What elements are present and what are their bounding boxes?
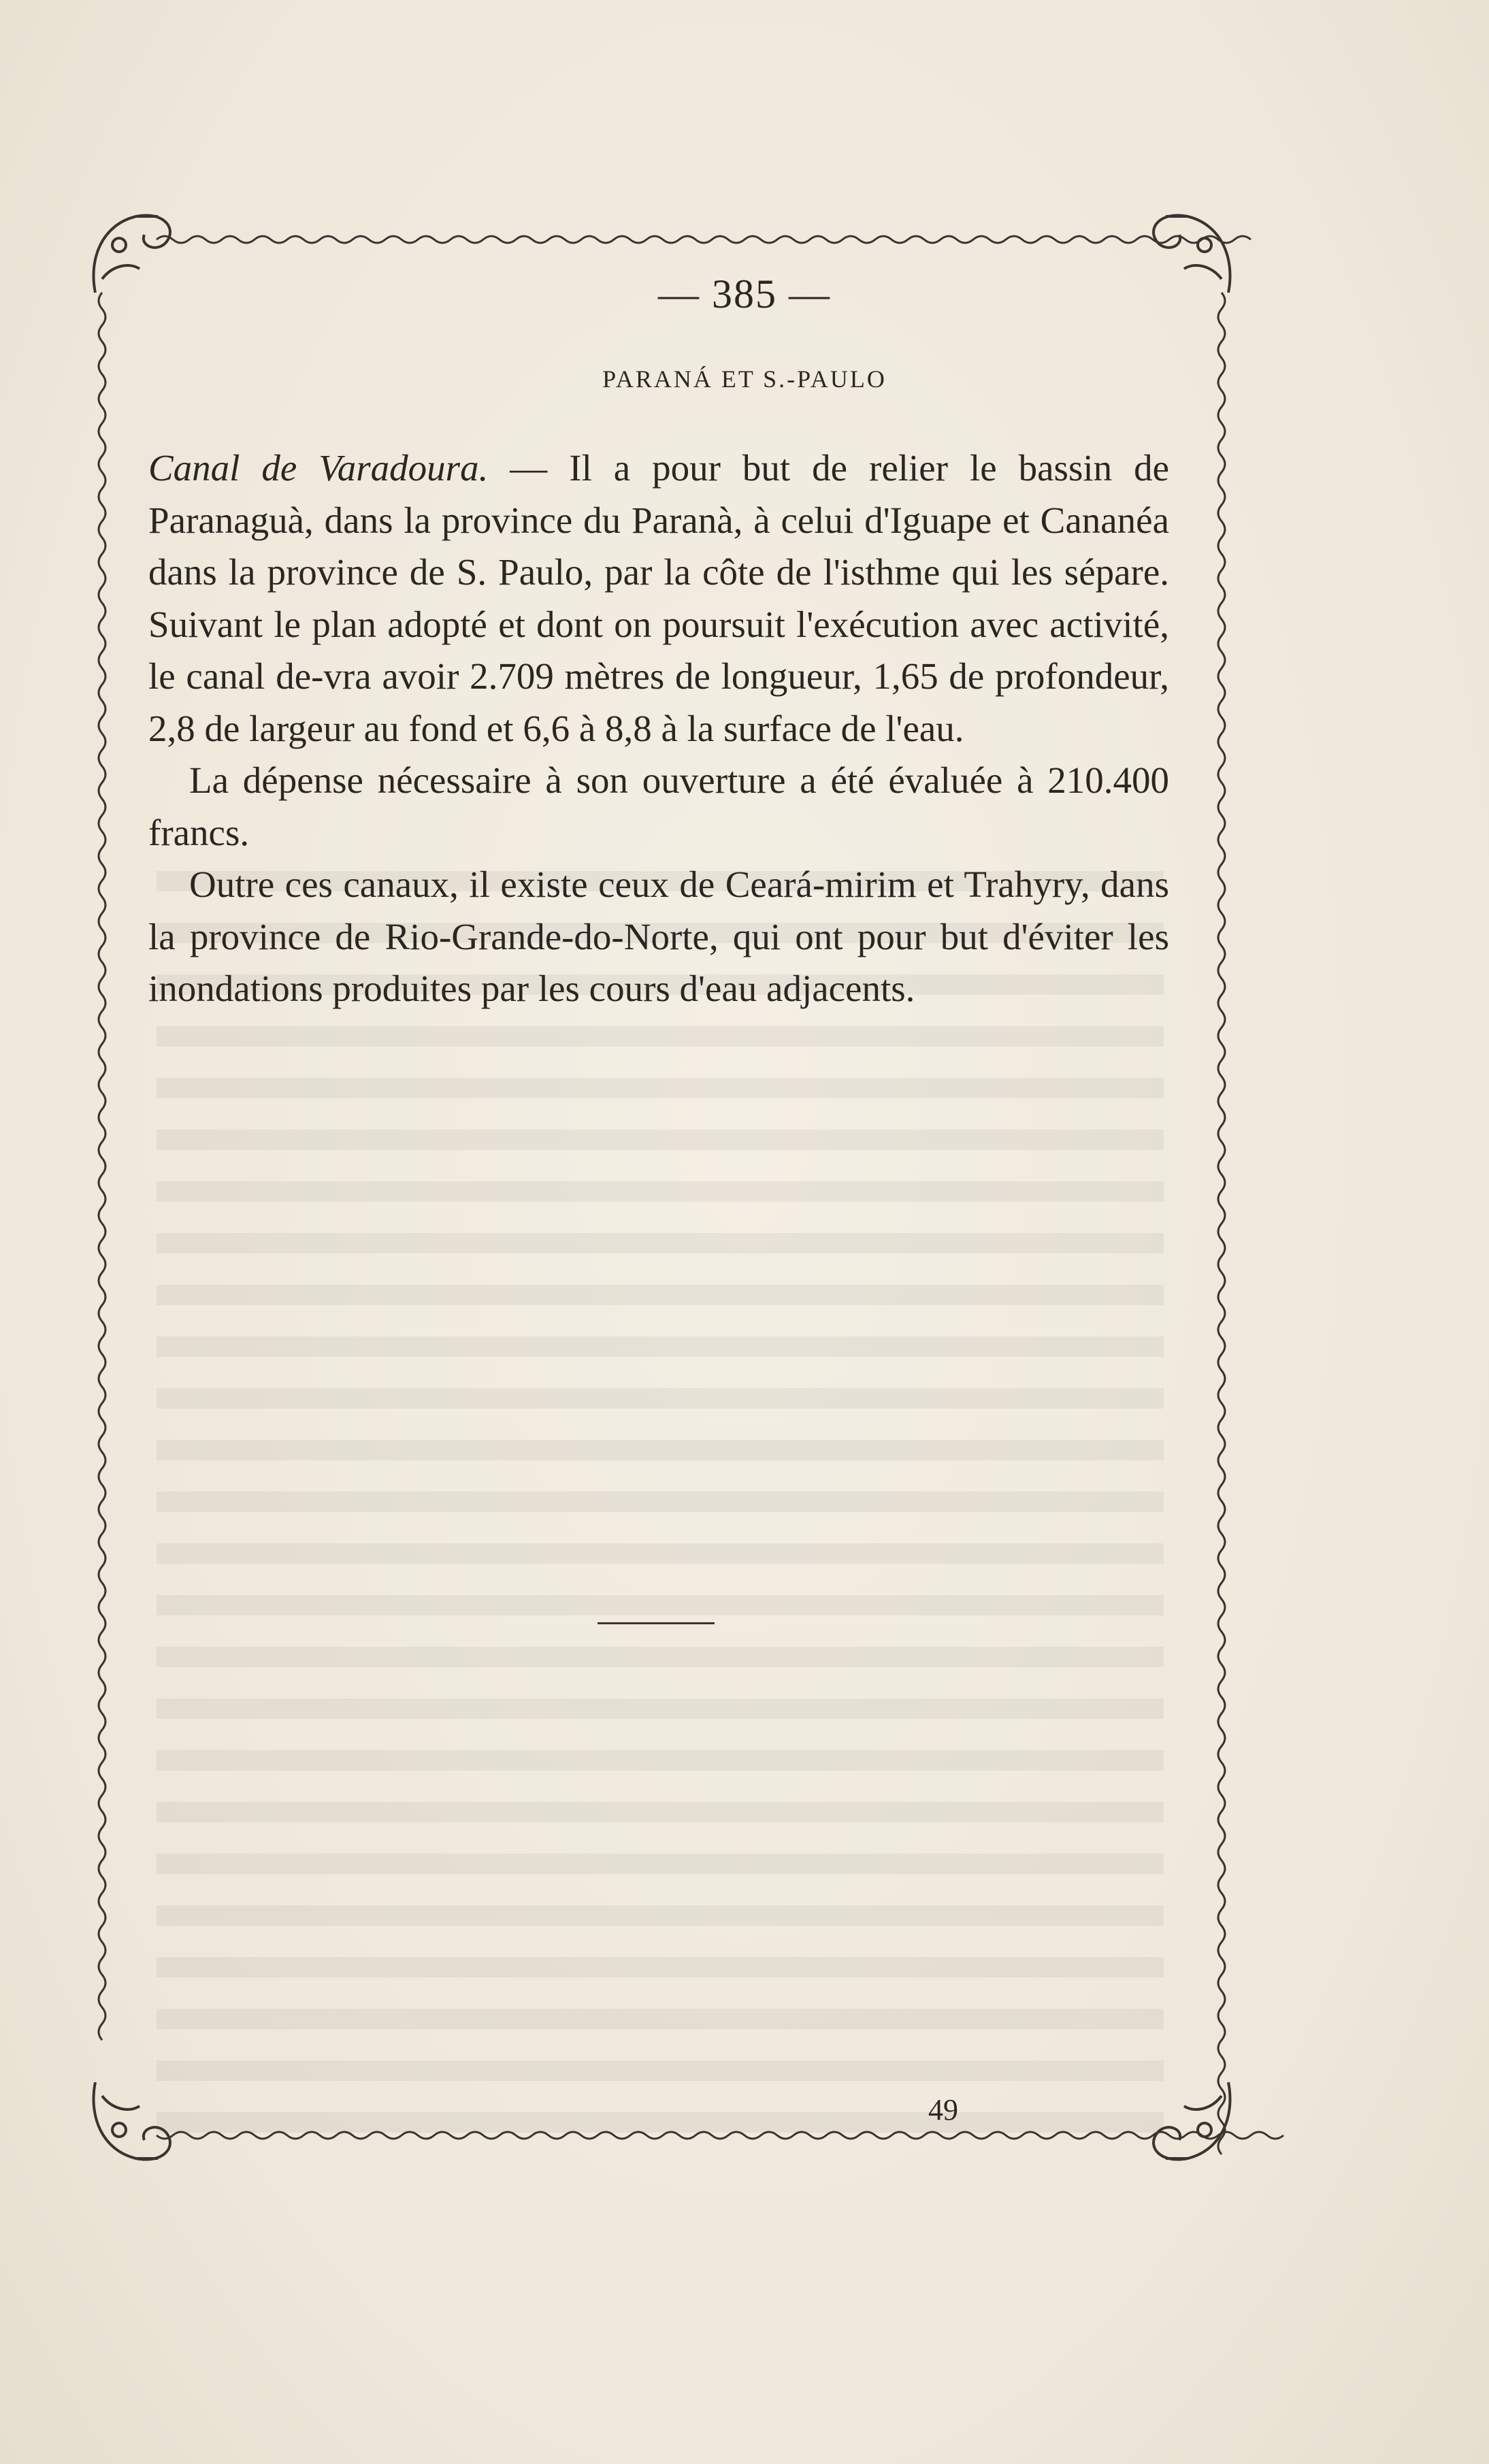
corner-ornament-bottom-left	[94, 2082, 170, 2160]
paragraph-depense: La dépense nécessaire à son ouverture a été évaluée à 210.400 francs.	[148, 759, 1169, 853]
page-number: — 385 —	[658, 272, 831, 316]
border-left-wave	[99, 293, 105, 2040]
border-top-wave	[157, 236, 1251, 243]
running-title: PARANÁ ET S.-PAULO	[602, 365, 887, 393]
signature-mark: 49	[928, 2093, 958, 2126]
border-bottom-wave	[157, 2132, 1283, 2139]
body-text	[148, 442, 1169, 1015]
paragraph-outre-ces-canaux: Outre ces canaux, il existe ceux de Ceará-mirim et Trahyry, dans la province de Rio-Grande-do-Norte, qui ont pour but d'éviter les inondations produites par les cours d'eau adjacents.	[148, 864, 1169, 1009]
section-rule	[598, 1622, 715, 1624]
paragraph-heading-italic: Canal de Varadoura.	[148, 447, 489, 489]
paragraph-body: — Il a pour but de relier le bassin de Paranaguà, dans la province du Paranà, à celui d'Iguape et Cananéa dans la province de S. Paulo, par la côte de l'isthme qui les sépare. Suivant le plan adopté et dont on poursuit l'exécution avec activité, le canal de-vra avoir 2.709 mètres de longueur, 1,65 de profondeur, 2,8 de largeur au fond et 6,6 à 8,8 à la surface de l'eau.	[148, 447, 1169, 749]
paragraph-canal-de-varadoura	[148, 442, 1169, 755]
border-right-wave	[1218, 293, 1225, 2154]
